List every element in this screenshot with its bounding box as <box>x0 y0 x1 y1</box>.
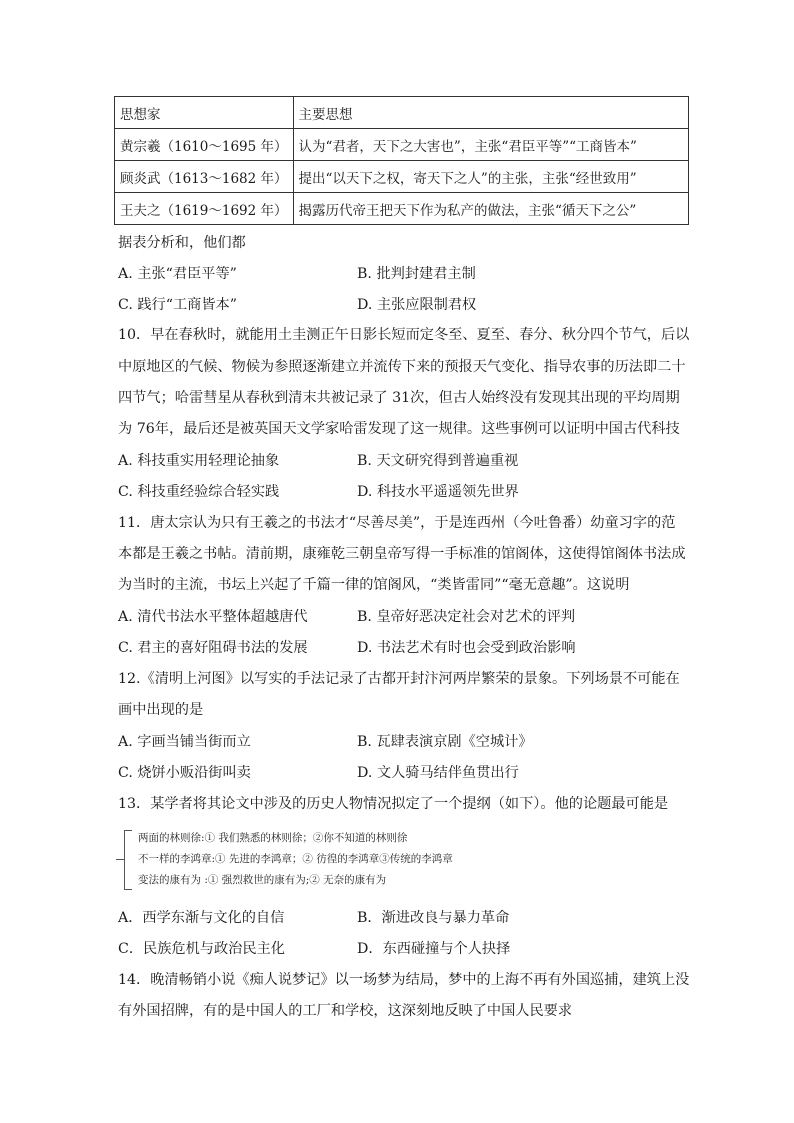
q13-option-a[interactable]: A．西学东渐与文化的自信 <box>118 910 285 926</box>
q11-option-b[interactable]: B. 皇帝好恶决定社会对艺术的评判 <box>357 609 576 625</box>
q10-option-a[interactable]: A. 科技重实用轻理论抽象 <box>118 453 280 469</box>
q11-option-a[interactable]: A. 清代书法水平整体超越唐代 <box>118 609 308 625</box>
table-row <box>115 129 689 161</box>
q12-stem-line: 12.《清明上河图》以写实的手法记录了古都开封汴河两岸繁荣的景象。下列场景不可能在 <box>118 671 680 687</box>
q9-option-c[interactable]: C. 践行“工商皆本” <box>118 297 238 313</box>
table-cell: 认为“君者，天下之大害也”，主张“君臣平等”“工商皆本” <box>293 129 688 161</box>
q12-option-a[interactable]: A. 字画当铺当街而立 <box>118 734 251 750</box>
table-row <box>115 161 689 193</box>
outline-line: 变法的康有为 :① 强烈救世的康有为;② 无奈的康有为 <box>138 874 387 886</box>
outline-bracket <box>124 830 132 890</box>
outline-line: 两面的林则徐:① 我们熟悉的林则徐；②你不知道的林则徐 <box>138 832 408 844</box>
q12-stem-line: 画中出现的是 <box>118 702 204 718</box>
q14-stem-line: 14．晚清畅销小说《痴人说梦记》以一场梦为结局，梦中的上海不再有外国巡捕，建筑上没 <box>118 972 690 988</box>
thinkers-table <box>114 96 689 225</box>
outline-line: 不一样的李鸿章:① 先进的李鸿章；② 彷徨的李鸿章③传统的李鸿章 <box>138 853 453 865</box>
q9-option-d[interactable]: D. 主张应限制君权 <box>357 297 477 313</box>
table-cell: 揭露历代帝王把天下作为私产的做法，主张“循天下之公” <box>293 193 688 225</box>
q12-option-d[interactable]: D. 文人骑马结伴鱼贯出行 <box>357 765 519 781</box>
q13-option-d[interactable]: D．东西碰撞与个人抉择 <box>357 941 511 957</box>
table-header-cell: 主要思想 <box>293 97 688 129</box>
q13-stem: 13．某学者将其论文中涉及的历史人物情况拟定了一个提纲（如下）。他的论题最可能是 <box>118 796 669 812</box>
table-cell: 王夫之（1619～1692 年） <box>115 193 294 225</box>
table-cell: 黄宗羲（1610～1695 年） <box>115 129 294 161</box>
q13-option-c[interactable]: C．民族危机与政治民主化 <box>118 941 285 957</box>
q14-stem-line: 有外国招牌，有的是中国人的工厂和学校，这深刻地反映了中国人民要求 <box>118 1003 573 1019</box>
q10-option-c[interactable]: C. 科技重经验综合轻实践 <box>118 484 280 500</box>
table-row <box>115 193 689 225</box>
q10-stem-line: 为 76年，最后还是被英国天文学家哈雷发现了这一规律。这些事例可以证明中国古代科技 <box>118 421 680 437</box>
q10-option-b[interactable]: B. 天文研究得到普遍重视 <box>357 453 519 469</box>
q11-stem-line: 11．唐太宗认为只有王羲之的书法才“尽善尽美”，于是连西州（今吐鲁番）幼童习字的范 <box>118 515 676 531</box>
q10-stem-line: 四节气；哈雷彗星从春秋到清末共被记录了 31次，但古人始终没有发现其出现的平均周期 <box>118 390 680 406</box>
q9-option-b[interactable]: B. 批判封建君主制 <box>357 266 476 282</box>
q11-option-c[interactable]: C. 君主的喜好阻碍书法的发展 <box>118 640 308 656</box>
q11-stem-line: 本都是王羲之书帖。清前期，康雍乾三朝皇帝写得一手标准的馆阁体，这使得馆阁体书法成 <box>118 546 686 562</box>
table-header-cell: 思想家 <box>115 97 294 129</box>
table-cell: 顾炎武（1613～1682 年） <box>115 161 294 193</box>
q9-stem: 据表分析和，他们都 <box>118 235 246 251</box>
outline-bracket-tick <box>116 859 124 860</box>
q12-option-b[interactable]: B. 瓦肆表演京剧《空城计》 <box>357 734 533 750</box>
q10-stem-line: 中原地区的气候、物候为参照逐渐建立并流传下来的预报天气变化、指导农事的历法即二十 <box>118 359 686 375</box>
q10-option-d[interactable]: D. 科技水平遥遥领先世界 <box>357 484 519 500</box>
q11-option-d[interactable]: D. 书法艺术有时也会受到政治影响 <box>357 640 576 656</box>
q11-stem-line: 为当时的主流，书坛上兴起了千篇一律的馆阁风，“类皆雷同”“毫无意趣”。这说明 <box>118 577 630 593</box>
q13-outline <box>124 826 484 892</box>
q9-option-a[interactable]: A. 主张“君臣平等” <box>118 266 237 282</box>
q10-stem-line: 10．早在春秋时，就能用土圭测正午日影长短而定冬至、夏至、春分、秋分四个节气，后以 <box>118 327 690 343</box>
table-cell: 提出“以天下之权，寄天下之人”的主张，主张“经世致用” <box>293 161 688 193</box>
q12-option-c[interactable]: C. 烧饼小贩沿街叫卖 <box>118 765 251 781</box>
table-header-row <box>115 97 689 129</box>
q13-option-b[interactable]: B．渐进改良与暴力革命 <box>357 910 510 926</box>
